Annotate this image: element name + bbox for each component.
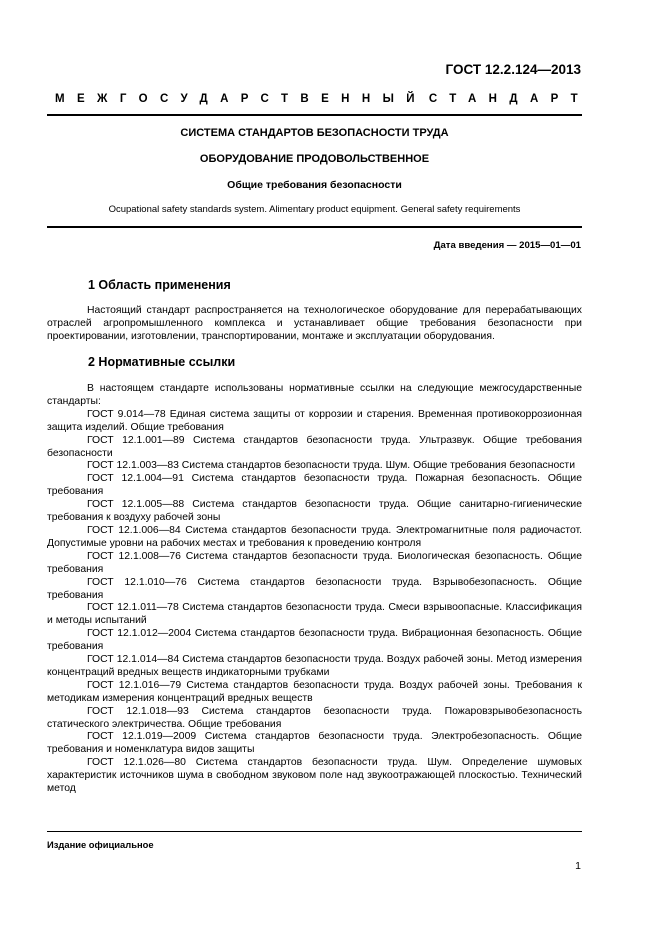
subtitle: Общие требования безопасности xyxy=(227,179,402,191)
section-2-intro: В настоящем стандарте использованы нормативные ссылки на следующие межгосударственные стандарты: xyxy=(47,383,582,407)
section-2-heading: 2 Нормативные ссылки xyxy=(88,355,236,369)
top-rule xyxy=(47,114,582,116)
banner-right: СТАНДАРТ xyxy=(428,93,590,105)
reference-item: ГОСТ 12.1.011—78 Система стандартов безопасности труда. Смеси взрывоопасные. Классификация и методы испытаний xyxy=(47,602,582,627)
system-title: СИСТЕМА СТАНДАРТОВ БЕЗОПАСНОСТИ ТРУДА xyxy=(180,127,449,139)
reference-item: ГОСТ 9.014—78 Единая система защиты от коррозии и старения. Временная противокоррозионная защита изделий. Общие требования xyxy=(47,408,582,433)
gost-code: ГОСТ 12.2.124—2013 xyxy=(445,62,581,77)
banner-left: МЕЖГОСУДАРСТВЕННЫЙ xyxy=(55,93,427,105)
reference-item: ГОСТ 12.1.001—89 Система стандартов безопасности труда. Ультразвук. Общие требования безопасности xyxy=(47,434,582,459)
reference-item: ГОСТ 12.1.018—93 Система стандартов безопасности труда. Пожаровзрывобезопасность статического электричества. Общие требования xyxy=(47,705,582,730)
reference-item: ГОСТ 12.1.004—91 Система стандартов безопасности труда. Пожарная безопасность. Общие требования xyxy=(47,473,582,498)
reference-item: ГОСТ 12.1.026—80 Система стандартов безопасности труда. Шум. Определение шумовых характеристик источников шума в свободном звуковом поле над звукоотражающей плоскостью. Технический метод xyxy=(47,757,582,795)
reference-item: ГОСТ 12.1.010—76 Система стандартов безопасности труда. Взрывобезопасность. Общие требования xyxy=(47,576,582,601)
introduction-date: Дата введения — 2015—01—01 xyxy=(433,240,581,251)
english-title: Ocupational safety standards system. Alimentary product equipment. General safety requirements xyxy=(108,204,521,215)
edition-label: Издание официальное xyxy=(47,839,154,850)
reference-item: ГОСТ 12.1.008—76 Система стандартов безопасности труда. Биологическая безопасность. Общие требования xyxy=(47,550,582,575)
section-2-body xyxy=(47,383,582,796)
reference-item: ГОСТ 12.1.005—88 Система стандартов безопасности труда. Общие санитарно-гигиенические требования к воздуху рабочей зоны xyxy=(47,499,582,524)
reference-item: ГОСТ 12.1.012—2004 Система стандартов безопасности труда. Вибрационная безопасность. Общие требования xyxy=(47,628,582,653)
reference-item: ГОСТ 12.1.014—84 Система стандартов безопасности труда. Воздух рабочей зоны. Метод измерения концентраций вредных веществ индикаторными трубками xyxy=(47,654,582,678)
reference-item: ГОСТ 12.1.003—83 Система стандартов безопасности труда. Шум. Общие требования безопасности xyxy=(87,460,575,472)
title-rule xyxy=(47,226,582,228)
reference-item: ГОСТ 12.1.019—2009 Система стандартов безопасности труда. Электробезопасность. Общие требования и номенклатура видов защиты xyxy=(47,731,582,756)
subject-title: ОБОРУДОВАНИЕ ПРОДОВОЛЬСТВЕННОЕ xyxy=(199,153,430,165)
section-1-body xyxy=(47,305,582,344)
reference-item: ГОСТ 12.1.006—84 Система стандартов безопасности труда. Электромагнитные поля радиочастот. Допустимые уровни на рабочих местах и требования к проведению контроля xyxy=(47,524,582,549)
page-number: 1 xyxy=(575,860,581,872)
section-1-heading: 1 Область применения xyxy=(88,278,231,292)
section-1-paragraph: Настоящий стандарт распространяется на технологическое оборудование для перерабатывающих отраслей агропромышленного комплекса и устанавливает общие требования безопасности при проектировании, изготовлении, транспортировании, монтаже и эксплуатации оборудования. xyxy=(47,305,582,342)
footer-rule xyxy=(47,831,582,832)
reference-item: ГОСТ 12.1.016—79 Система стандартов безопасности труда. Воздух рабочей зоны. Требования к методикам измерения концентраций вредных веществ xyxy=(47,679,582,704)
